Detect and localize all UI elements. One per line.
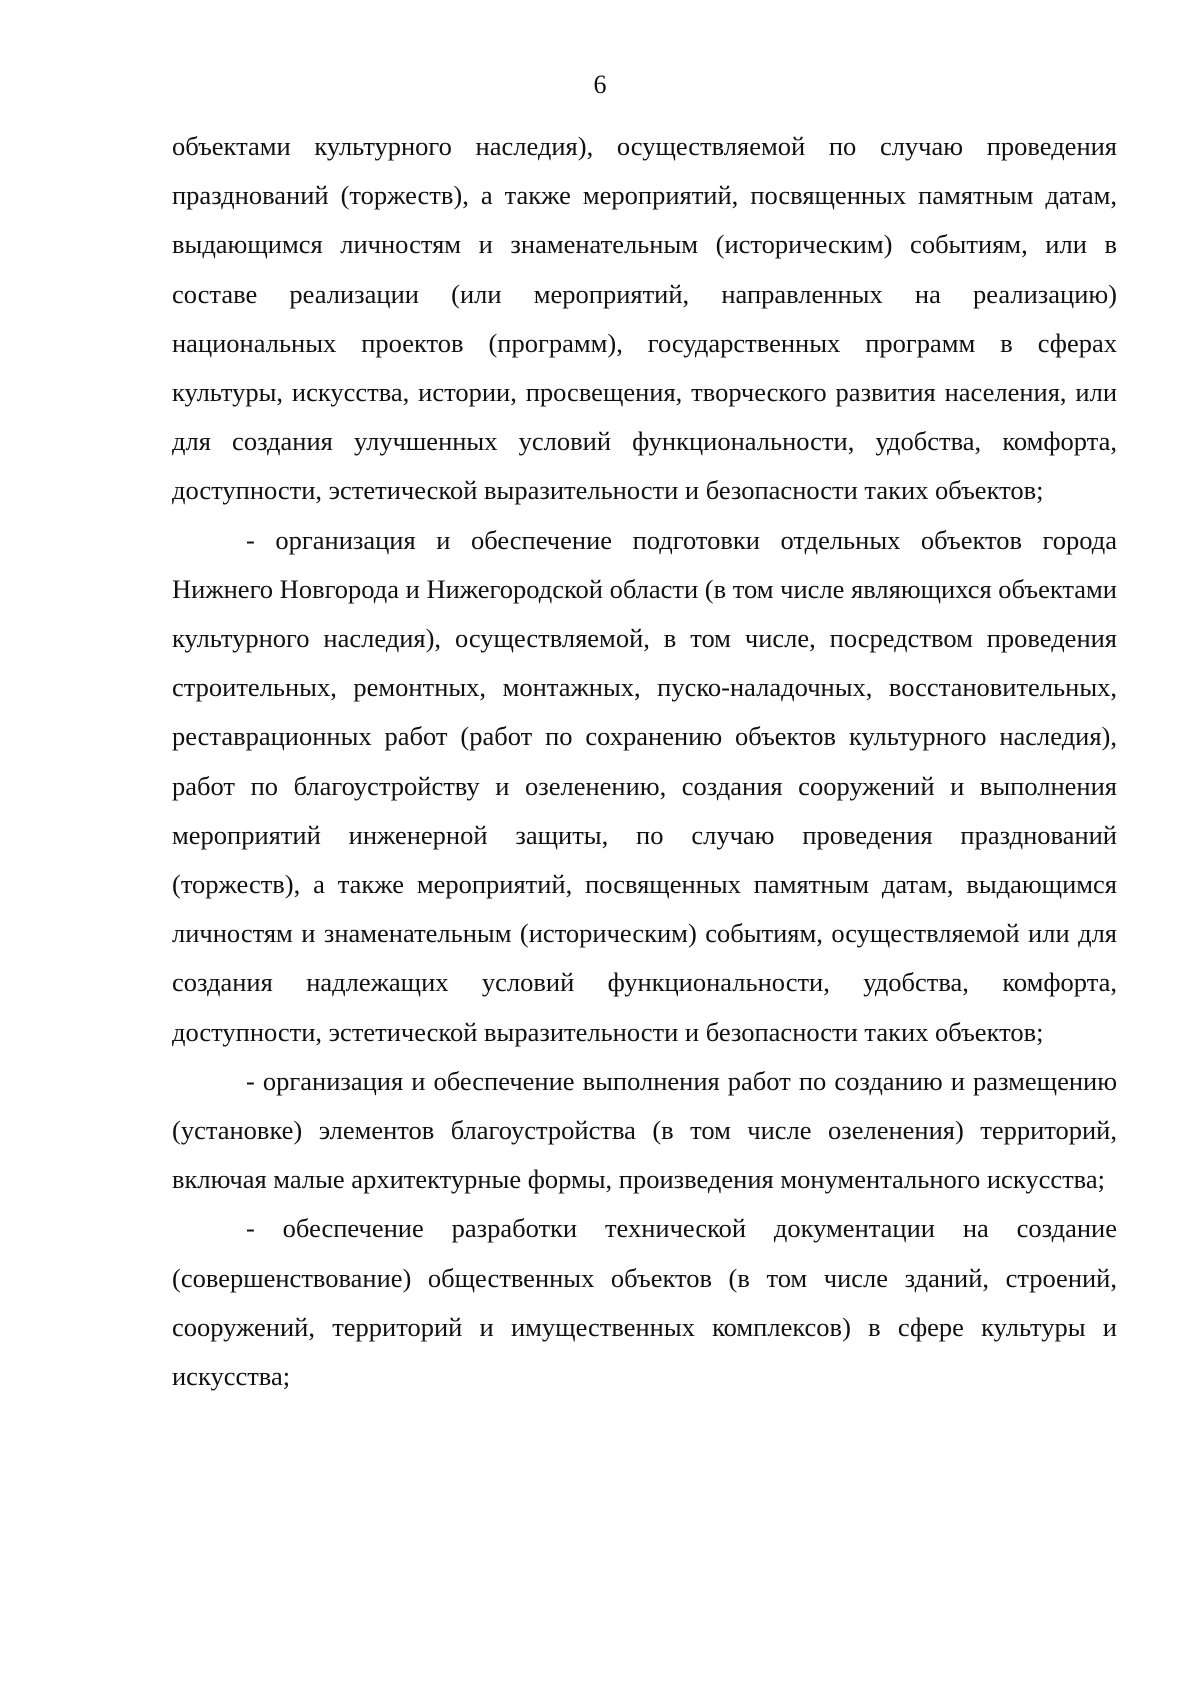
page-number: 6 [593,70,607,99]
list-item-paragraph: - организация и обеспечение выполнения работ по созданию и размещению (установке) элементов благоустройства (в том числе озеленения) территорий, включая малые архитектурные формы, произведения монументального искусства; [172,1065,1117,1195]
list-item-paragraph: - обеспечение разработки технической документации на создание (совершенствование) общественных объектов (в том числе зданий, строений, сооружений, территорий и имущественных комплексов) в сфере культуры и искусства; [172,1213,1117,1392]
list-item-paragraph: - организация и обеспечение подготовки отдельных объектов города Нижнего Новгорода и Нижегородской области (в том числе являющихся объектами культурного наследия), осуществляемой, в том числе, посредством проведения строительных, ремонтных, монтажных, пуско-наладочных, восстановительных, реставрационных работ (работ по сохранению объектов культурного наследия), работ по благоустройству и озеленению, создания сооружений и выполнения мероприятий инженерной защиты, по случаю проведения празднований (торжеств), а также мероприятий, посвященных памятным датам, выдающимся личностям и знаменательным (историческим) событиям, осуществляемой или для создания надлежащих условий функциональности, удобства, комфорта, доступности, эстетической выразительности и безопасности таких объектов; [172,524,1117,1047]
paragraph-continuation: объектами культурного наследия), осуществляемой по случаю проведения празднований (торжеств), а также мероприятий, посвященных памятным датам, выдающимся личностям и знаменательным (историческим) событиям, или в составе реализации (или мероприятий, направленных на реализацию) национальных проектов (программ), государственных программ в сферах культуры, искусства, истории, просвещения, творческого развития населения, или для создания улучшенных условий функциональности, удобства, комфорта, доступности, эстетической выразительности и безопасности таких объектов; [172,131,1117,506]
document-body [172,122,1117,1401]
